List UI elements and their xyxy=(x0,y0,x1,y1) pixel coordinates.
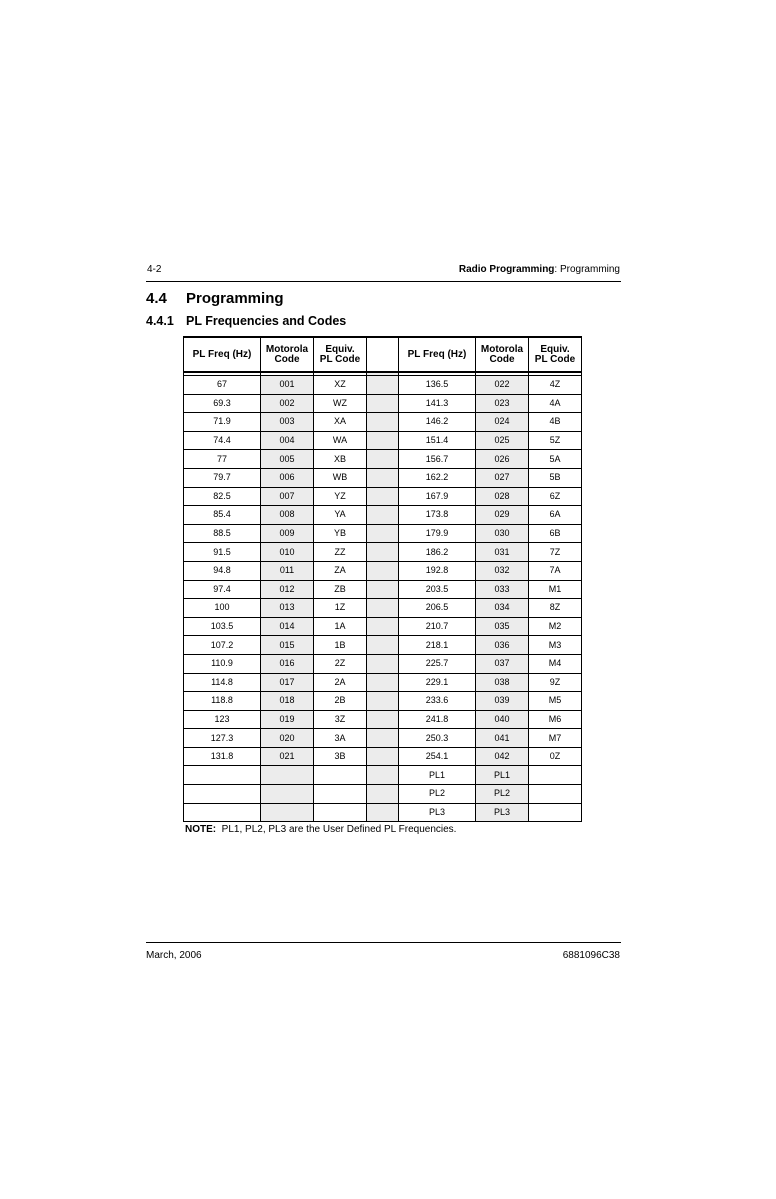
motorola-code-cell: 008 xyxy=(261,506,314,525)
equiv-pl-code-cell: 7Z xyxy=(529,543,582,562)
running-header xyxy=(459,264,620,275)
freq-cell: 141.3 xyxy=(399,394,476,413)
gap-cell xyxy=(367,636,399,655)
table-body xyxy=(184,372,582,822)
motorola-code-cell: 032 xyxy=(476,561,529,580)
equiv-pl-code-cell: M3 xyxy=(529,636,582,655)
freq-cell: 107.2 xyxy=(184,636,261,655)
table-row xyxy=(184,394,582,413)
gap-cell xyxy=(367,524,399,543)
equiv-pl-code-cell: 6A xyxy=(529,506,582,525)
motorola-code-cell: 018 xyxy=(261,692,314,711)
freq-cell: 123 xyxy=(184,710,261,729)
motorola-code-cell: 003 xyxy=(261,413,314,432)
freq-cell: 218.1 xyxy=(399,636,476,655)
equiv-pl-code-cell: 3B xyxy=(314,747,367,766)
equiv-pl-code-cell xyxy=(529,766,582,785)
gap-cell xyxy=(367,599,399,618)
freq-cell: 77 xyxy=(184,450,261,469)
freq-cell: 241.8 xyxy=(399,710,476,729)
freq-cell: 250.3 xyxy=(399,729,476,748)
footer-rule xyxy=(146,942,621,943)
equiv-pl-code-cell: 9Z xyxy=(529,673,582,692)
freq-cell: 74.4 xyxy=(184,431,261,450)
col-header-equiv-line1: Equiv. xyxy=(325,343,355,355)
motorola-code-cell: 025 xyxy=(476,431,529,450)
table-row xyxy=(184,376,582,395)
gap-cell xyxy=(367,729,399,748)
freq-cell: 151.4 xyxy=(399,431,476,450)
freq-cell: 179.9 xyxy=(399,524,476,543)
motorola-code-cell: 034 xyxy=(476,599,529,618)
equiv-pl-code-cell: ZA xyxy=(314,561,367,580)
equiv-pl-code-cell: M5 xyxy=(529,692,582,711)
table-row xyxy=(184,543,582,562)
table-row xyxy=(184,413,582,432)
gap-cell xyxy=(367,506,399,525)
gap-cell xyxy=(367,617,399,636)
equiv-pl-code-cell: WA xyxy=(314,431,367,450)
motorola-code-cell: 017 xyxy=(261,673,314,692)
motorola-code-cell: 035 xyxy=(476,617,529,636)
freq-cell: 167.9 xyxy=(399,487,476,506)
freq-cell: 229.1 xyxy=(399,673,476,692)
table-row xyxy=(184,654,582,673)
table-row xyxy=(184,431,582,450)
freq-cell: PL3 xyxy=(399,803,476,822)
equiv-pl-code-cell: M1 xyxy=(529,580,582,599)
motorola-code-cell: 030 xyxy=(476,524,529,543)
motorola-code-cell: 020 xyxy=(261,729,314,748)
freq-cell: 82.5 xyxy=(184,487,261,506)
equiv-pl-code-cell: YB xyxy=(314,524,367,543)
motorola-code-cell: 026 xyxy=(476,450,529,469)
col-header-gap xyxy=(367,337,399,372)
page-number: 4-2 xyxy=(147,264,162,275)
equiv-pl-code-cell: M6 xyxy=(529,710,582,729)
col-header-motorola-code-2 xyxy=(476,337,529,372)
equiv-pl-code-cell: 6Z xyxy=(529,487,582,506)
motorola-code-cell: 038 xyxy=(476,673,529,692)
motorola-code-cell: 010 xyxy=(261,543,314,562)
col-header-equiv-line2-2: PL Code xyxy=(534,353,576,365)
freq-cell: PL2 xyxy=(399,785,476,804)
table-row xyxy=(184,506,582,525)
subsection-number: 4.4.1 xyxy=(146,314,174,328)
table-row xyxy=(184,692,582,711)
freq-cell: 254.1 xyxy=(399,747,476,766)
motorola-code-cell: 027 xyxy=(476,468,529,487)
motorola-code-cell: 005 xyxy=(261,450,314,469)
freq-cell: 114.8 xyxy=(184,673,261,692)
motorola-code-cell: 037 xyxy=(476,654,529,673)
table-row xyxy=(184,617,582,636)
table-row xyxy=(184,803,582,822)
table-row xyxy=(184,580,582,599)
col-header-motorola-line1-2: Motorola xyxy=(480,343,524,355)
table-note xyxy=(185,824,456,835)
motorola-code-cell: PL2 xyxy=(476,785,529,804)
col-header-motorola-line2: Code xyxy=(274,353,300,365)
gap-cell xyxy=(367,376,399,395)
motorola-code-cell: 014 xyxy=(261,617,314,636)
freq-cell: 103.5 xyxy=(184,617,261,636)
gap-cell xyxy=(367,543,399,562)
freq-cell: 88.5 xyxy=(184,524,261,543)
gap-cell xyxy=(367,431,399,450)
equiv-pl-code-cell: YZ xyxy=(314,487,367,506)
freq-cell: 225.7 xyxy=(399,654,476,673)
equiv-pl-code-cell: WB xyxy=(314,468,367,487)
equiv-pl-code-cell: M2 xyxy=(529,617,582,636)
col-header-freq: PL Freq (Hz) xyxy=(184,337,261,372)
motorola-code-cell: 013 xyxy=(261,599,314,618)
equiv-pl-code-cell: M7 xyxy=(529,729,582,748)
motorola-code-cell: 024 xyxy=(476,413,529,432)
footer-document-number: 6881096C38 xyxy=(562,950,620,961)
motorola-code-cell: 022 xyxy=(476,376,529,395)
freq-cell: 91.5 xyxy=(184,543,261,562)
freq-cell: 210.7 xyxy=(399,617,476,636)
note-text: PL1, PL2, PL3 are the User Defined PL Frequencies. xyxy=(221,824,457,835)
freq-cell: 186.2 xyxy=(399,543,476,562)
section-title: Programming xyxy=(186,290,284,307)
motorola-code-cell xyxy=(261,766,314,785)
table-header-row xyxy=(184,337,582,372)
motorola-code-cell: 004 xyxy=(261,431,314,450)
equiv-pl-code-cell xyxy=(314,785,367,804)
gap-cell xyxy=(367,468,399,487)
pl-frequency-table xyxy=(183,336,582,822)
freq-cell: 79.7 xyxy=(184,468,261,487)
gap-cell xyxy=(367,561,399,580)
equiv-pl-code-cell: 5B xyxy=(529,468,582,487)
motorola-code-cell: 006 xyxy=(261,468,314,487)
section-number: 4.4 xyxy=(146,290,167,307)
col-header-equiv-line2: PL Code xyxy=(319,353,361,365)
motorola-code-cell: 021 xyxy=(261,747,314,766)
freq-cell: 67 xyxy=(184,376,261,395)
col-header-motorola-line1: Motorola xyxy=(265,343,309,355)
running-header-chapter: Radio Programming xyxy=(458,264,555,275)
freq-cell: 118.8 xyxy=(184,692,261,711)
equiv-pl-code-cell: XZ xyxy=(314,376,367,395)
running-header-section: : Programming xyxy=(554,264,620,275)
motorola-code-cell: 011 xyxy=(261,561,314,580)
freq-cell: 131.8 xyxy=(184,747,261,766)
equiv-pl-code-cell: 5Z xyxy=(529,431,582,450)
section-heading xyxy=(146,290,284,307)
subsection-title: PL Frequencies and Codes xyxy=(186,314,347,328)
motorola-code-cell: 031 xyxy=(476,543,529,562)
freq-cell: PL1 xyxy=(399,766,476,785)
table-row xyxy=(184,747,582,766)
freq-cell xyxy=(184,803,261,822)
footer-date: March, 2006 xyxy=(146,950,202,961)
gap-cell xyxy=(367,654,399,673)
freq-cell: 136.5 xyxy=(399,376,476,395)
table-row xyxy=(184,561,582,580)
freq-cell: 97.4 xyxy=(184,580,261,599)
equiv-pl-code-cell: 3A xyxy=(314,729,367,748)
gap-cell xyxy=(367,766,399,785)
table-row xyxy=(184,785,582,804)
freq-cell: 233.6 xyxy=(399,692,476,711)
motorola-code-cell: 028 xyxy=(476,487,529,506)
gap-cell xyxy=(367,580,399,599)
note-label: NOTE: xyxy=(185,824,217,835)
table-row xyxy=(184,450,582,469)
equiv-pl-code-cell xyxy=(314,803,367,822)
freq-cell: 127.3 xyxy=(184,729,261,748)
col-header-freq-2: PL Freq (Hz) xyxy=(399,337,476,372)
equiv-pl-code-cell: WZ xyxy=(314,394,367,413)
gap-cell xyxy=(367,673,399,692)
motorola-code-cell xyxy=(261,803,314,822)
motorola-code-cell: 029 xyxy=(476,506,529,525)
equiv-pl-code-cell: 7A xyxy=(529,561,582,580)
equiv-pl-code-cell: 8Z xyxy=(529,599,582,618)
equiv-pl-code-cell: 4B xyxy=(529,413,582,432)
equiv-pl-code-cell: 5A xyxy=(529,450,582,469)
freq-cell: 203.5 xyxy=(399,580,476,599)
motorola-code-cell: 002 xyxy=(261,394,314,413)
col-header-motorola-code xyxy=(261,337,314,372)
freq-cell: 94.8 xyxy=(184,561,261,580)
freq-cell: 71.9 xyxy=(184,413,261,432)
motorola-code-cell: 039 xyxy=(476,692,529,711)
motorola-code-cell: PL1 xyxy=(476,766,529,785)
equiv-pl-code-cell xyxy=(314,766,367,785)
equiv-pl-code-cell: ZZ xyxy=(314,543,367,562)
motorola-code-cell: 001 xyxy=(261,376,314,395)
freq-cell: 206.5 xyxy=(399,599,476,618)
motorola-code-cell: 007 xyxy=(261,487,314,506)
freq-cell xyxy=(184,766,261,785)
motorola-code-cell: 016 xyxy=(261,654,314,673)
freq-cell: 162.2 xyxy=(399,468,476,487)
equiv-pl-code-cell: ZB xyxy=(314,580,367,599)
gap-cell xyxy=(367,487,399,506)
equiv-pl-code-cell: M4 xyxy=(529,654,582,673)
motorola-code-cell xyxy=(261,785,314,804)
equiv-pl-code-cell: 2B xyxy=(314,692,367,711)
equiv-pl-code-cell: XA xyxy=(314,413,367,432)
table-row xyxy=(184,766,582,785)
equiv-pl-code-cell: 1Z xyxy=(314,599,367,618)
freq-cell: 146.2 xyxy=(399,413,476,432)
motorola-code-cell: 019 xyxy=(261,710,314,729)
col-header-equiv-line1-2: Equiv. xyxy=(540,343,570,355)
equiv-pl-code-cell: 6B xyxy=(529,524,582,543)
equiv-pl-code-cell: 0Z xyxy=(529,747,582,766)
freq-cell: 85.4 xyxy=(184,506,261,525)
freq-cell: 69.3 xyxy=(184,394,261,413)
equiv-pl-code-cell: 3Z xyxy=(314,710,367,729)
table-row xyxy=(184,524,582,543)
freq-cell xyxy=(184,785,261,804)
equiv-pl-code-cell xyxy=(529,785,582,804)
motorola-code-cell: 015 xyxy=(261,636,314,655)
freq-cell: 110.9 xyxy=(184,654,261,673)
gap-cell xyxy=(367,803,399,822)
motorola-code-cell: 033 xyxy=(476,580,529,599)
equiv-pl-code-cell: 1A xyxy=(314,617,367,636)
equiv-pl-code-cell: 1B xyxy=(314,636,367,655)
motorola-code-cell: 040 xyxy=(476,710,529,729)
freq-cell: 100 xyxy=(184,599,261,618)
equiv-pl-code-cell: 4Z xyxy=(529,376,582,395)
freq-cell: 173.8 xyxy=(399,506,476,525)
col-header-equiv-pl-code xyxy=(314,337,367,372)
table-row xyxy=(184,599,582,618)
freq-cell: 192.8 xyxy=(399,561,476,580)
gap-cell xyxy=(367,710,399,729)
table-row xyxy=(184,468,582,487)
motorola-code-cell: PL3 xyxy=(476,803,529,822)
col-header-equiv-pl-code-2 xyxy=(529,337,582,372)
gap-cell xyxy=(367,747,399,766)
gap-cell xyxy=(367,394,399,413)
table-row xyxy=(184,673,582,692)
gap-cell xyxy=(367,450,399,469)
equiv-pl-code-cell: 2A xyxy=(314,673,367,692)
motorola-code-cell: 009 xyxy=(261,524,314,543)
motorola-code-cell: 023 xyxy=(476,394,529,413)
equiv-pl-code-cell: 2Z xyxy=(314,654,367,673)
motorola-code-cell: 042 xyxy=(476,747,529,766)
freq-cell: 156.7 xyxy=(399,450,476,469)
subsection-heading xyxy=(146,314,346,328)
equiv-pl-code-cell: 4A xyxy=(529,394,582,413)
equiv-pl-code-cell xyxy=(529,803,582,822)
header-rule xyxy=(146,281,621,282)
gap-cell xyxy=(367,692,399,711)
col-header-motorola-line2-2: Code xyxy=(489,353,515,365)
equiv-pl-code-cell: YA xyxy=(314,506,367,525)
table-row xyxy=(184,710,582,729)
motorola-code-cell: 041 xyxy=(476,729,529,748)
table-row xyxy=(184,636,582,655)
gap-cell xyxy=(367,785,399,804)
motorola-code-cell: 036 xyxy=(476,636,529,655)
table-row xyxy=(184,487,582,506)
equiv-pl-code-cell: XB xyxy=(314,450,367,469)
table-row xyxy=(184,729,582,748)
gap-cell xyxy=(367,413,399,432)
motorola-code-cell: 012 xyxy=(261,580,314,599)
